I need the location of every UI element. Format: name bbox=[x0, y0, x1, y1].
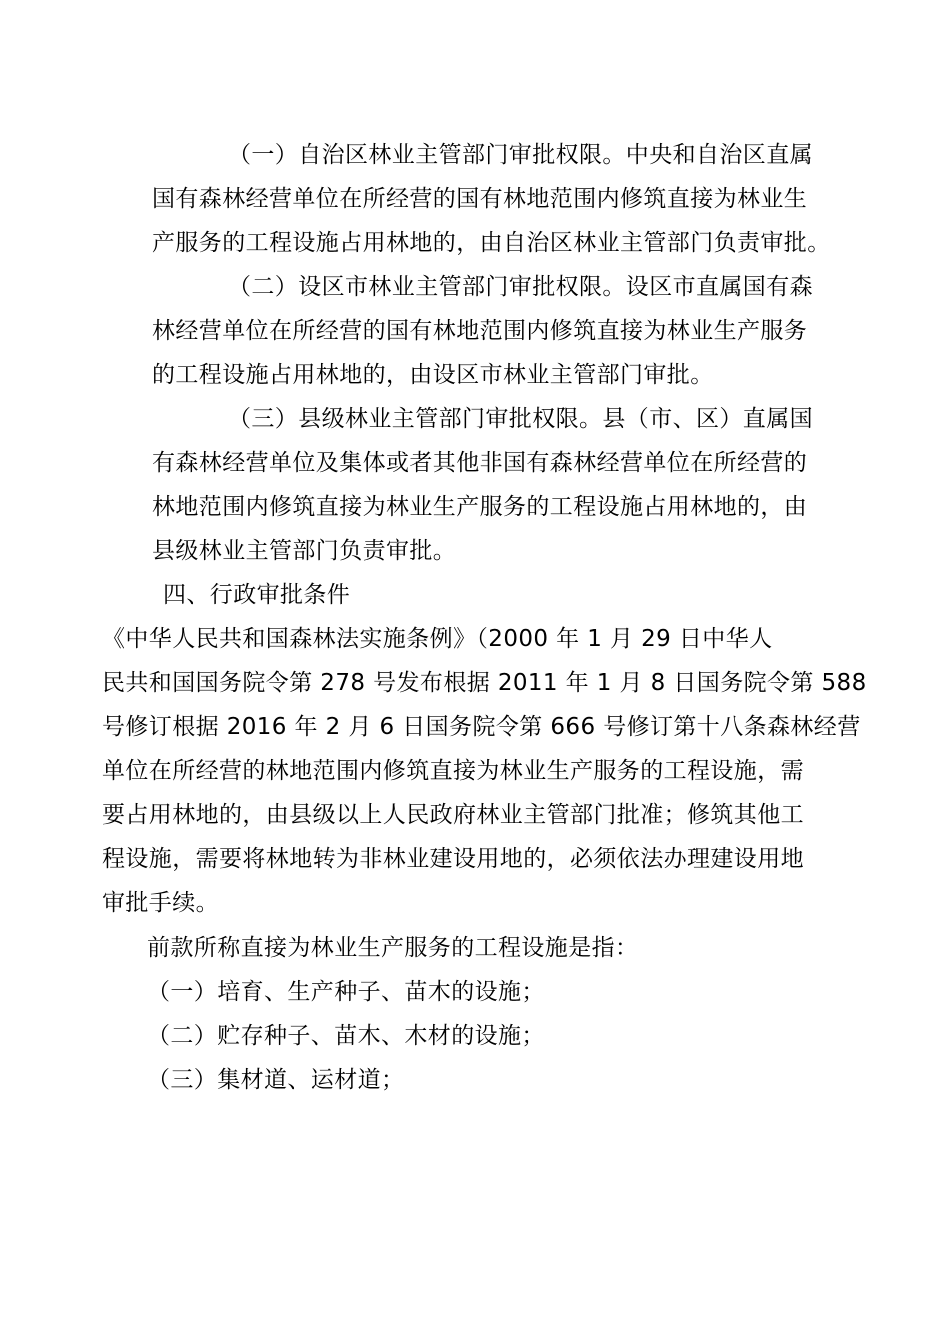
paragraph-4-line-1: 《中华人民共和国森林法实施条例》（2000 年 1 月 29 日中华人 bbox=[102, 626, 773, 652]
paragraph-4-line-3: 号修订根据 2016 年 2 月 6 日国务院令第 666 号修订第十八条森林经营 bbox=[102, 714, 861, 740]
paragraph-1-line-1: （一）自治区林业主管部门审批权限。中央和自治区直属 bbox=[228, 142, 813, 168]
list-item-1: （一）培育、生产种子、苗木的设施； bbox=[147, 979, 545, 1005]
paragraph-3-line-3: 林地范围内修筑直接为林业生产服务的工程设施占用林地的，由 bbox=[152, 494, 808, 520]
paragraph-4-line-2: 民共和国国务院令第 278 号发布根据 2011 年 1 月 8 日国务院令第 588 bbox=[102, 670, 867, 696]
paragraph-1-line-2: 国有森林经营单位在所经营的国有林地范围内修筑直接为林业生 bbox=[152, 186, 808, 212]
paragraph-2-line-3: 的工程设施占用林地的，由设区市林业主管部门审批。 bbox=[152, 362, 714, 388]
list-item-2: （二）贮存种子、苗木、木材的设施； bbox=[147, 1023, 545, 1049]
paragraph-1-line-3: 产服务的工程设施占用林地的，由自治区林业主管部门负责审批。 bbox=[152, 230, 831, 256]
paragraph-3-line-1: （三）县级林业主管部门审批权限。县（市、区）直属国 bbox=[228, 406, 813, 432]
paragraph-4-line-7: 审批手续。 bbox=[102, 890, 219, 916]
list-intro: 前款所称直接为林业生产服务的工程设施是指： bbox=[147, 935, 639, 961]
paragraph-3-line-2: 有森林经营单位及集体或者其他非国有森林经营单位在所经营的 bbox=[152, 450, 808, 476]
paragraph-2-line-1: （二）设区市林业主管部门审批权限。设区市直属国有森 bbox=[228, 274, 813, 300]
paragraph-4-line-5: 要占用林地的，由县级以上人民政府林业主管部门批准；修筑其他工 bbox=[102, 802, 804, 828]
paragraph-4-line-6: 程设施，需要将林地转为非林业建设用地的，必须依法办理建设用地 bbox=[102, 846, 804, 872]
paragraph-4-line-4: 单位在所经营的林地范围内修筑直接为林业生产服务的工程设施，需 bbox=[102, 758, 804, 784]
list-item-3: （三）集材道、运材道； bbox=[147, 1067, 405, 1093]
section-heading: 四、行政审批条件 bbox=[163, 582, 351, 608]
paragraph-2-line-2: 林经营单位在所经营的国有林地范围内修筑直接为林业生产服务 bbox=[152, 318, 808, 344]
paragraph-3-line-4: 县级林业主管部门负责审批。 bbox=[152, 538, 457, 564]
